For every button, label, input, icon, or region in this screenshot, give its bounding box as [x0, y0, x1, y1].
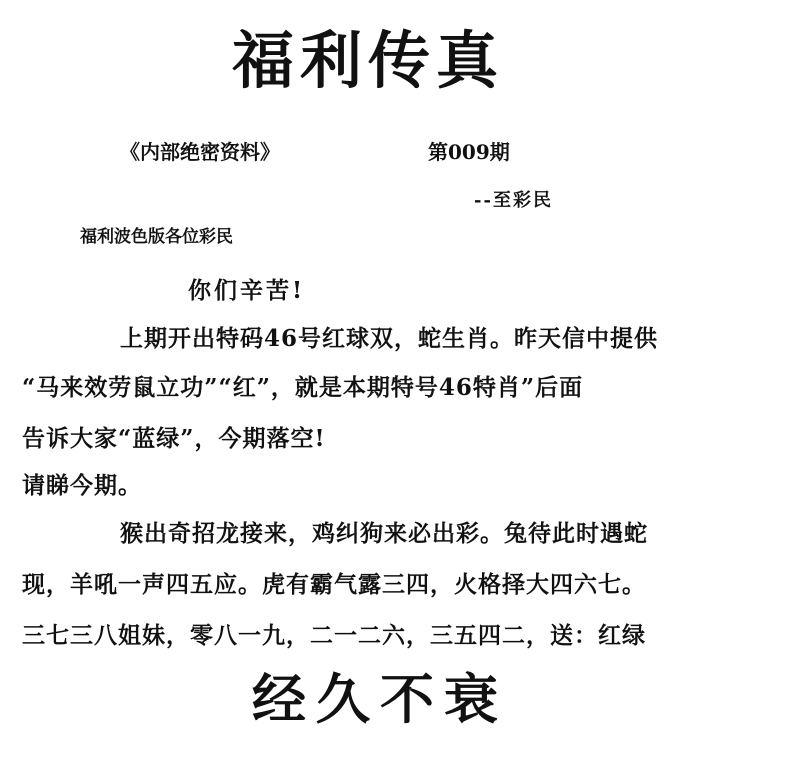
paragraph2-line2: 现，羊吼一声四五应。虎有霸气露三四，火格择大四六七。 — [22, 571, 646, 598]
paragraph2-line3: 三七三八姐妹，零八一九，二一二六，三五四二，送：红绿 — [22, 622, 646, 649]
paragraph1-line2: “马来效劳鼠立功”“红”，就是本期特号46特肖”后面 — [22, 374, 584, 401]
document-title: 福利传真 — [232, 24, 505, 97]
greeting: 你们辛苦! — [188, 277, 306, 304]
paragraph1-line4: 请睇今期。 — [22, 472, 142, 499]
closing-slogan: 经久不衰 — [252, 667, 508, 731]
document-subtitle: 《内部绝密资料》 — [120, 140, 280, 164]
signature: --至彩民 — [474, 190, 553, 211]
paragraph1-line3: 告诉大家“蓝绿”，今期落空! — [22, 425, 326, 452]
issue-number: 第009期 — [428, 140, 510, 164]
recipient-line: 福利波色版各位彩民 — [80, 227, 233, 247]
paragraph2-line1: 猴出奇招龙接来，鸡纠狗来必出彩。兔待此时遇蛇 — [120, 520, 648, 547]
paragraph1-line1: 上期开出特码46号红球双，蛇生肖。昨天信中提供 — [120, 325, 659, 352]
